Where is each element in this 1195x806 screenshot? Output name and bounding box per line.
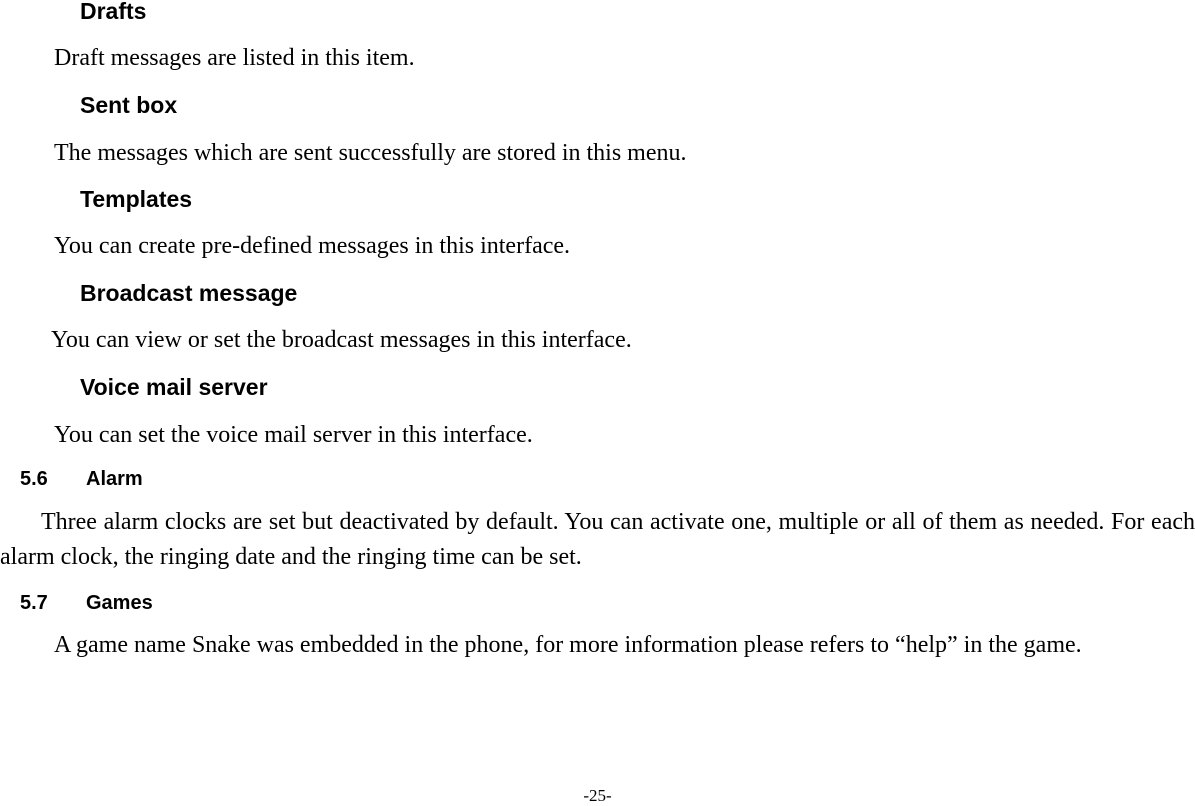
item-heading-broadcast-message: Broadcast message — [80, 280, 298, 306]
item-heading-sent-box: Sent box — [80, 92, 178, 118]
item-heading-templates: Templates — [80, 186, 193, 212]
item-description-templates: You can create pre-defined messages in this interface. — [54, 233, 571, 259]
section-number: 5.7 — [20, 592, 48, 614]
page-number: -25- — [583, 786, 612, 805]
section-paragraph-games: A game name Snake was embedded in the phone, for more information please refers to “help” in the game. — [54, 632, 1082, 658]
item-description-drafts: Draft messages are listed in this item. — [54, 45, 415, 71]
section-title: Alarm — [86, 468, 143, 490]
item-description-broadcast-message: You can view or set the broadcast messages in this interface. — [51, 327, 632, 353]
item-heading-drafts: Drafts — [80, 0, 147, 24]
section-number: 5.6 — [20, 468, 48, 490]
section-title: Games — [86, 592, 153, 614]
item-heading-voice-mail-server: Voice mail server — [80, 374, 268, 400]
section-heading-alarm — [20, 466, 143, 492]
item-description-voice-mail-server: You can set the voice mail server in this interface. — [54, 422, 533, 448]
section-heading-games — [20, 590, 153, 616]
section-paragraph-alarm: Three alarm clocks are set but deactivated by default. You can activate one, multiple or all of them as needed. For each alarm clock, the ringing date and the ringing time can be set. — [0, 509, 1195, 570]
item-description-sent-box: The messages which are sent successfully are stored in this menu. — [54, 140, 687, 166]
